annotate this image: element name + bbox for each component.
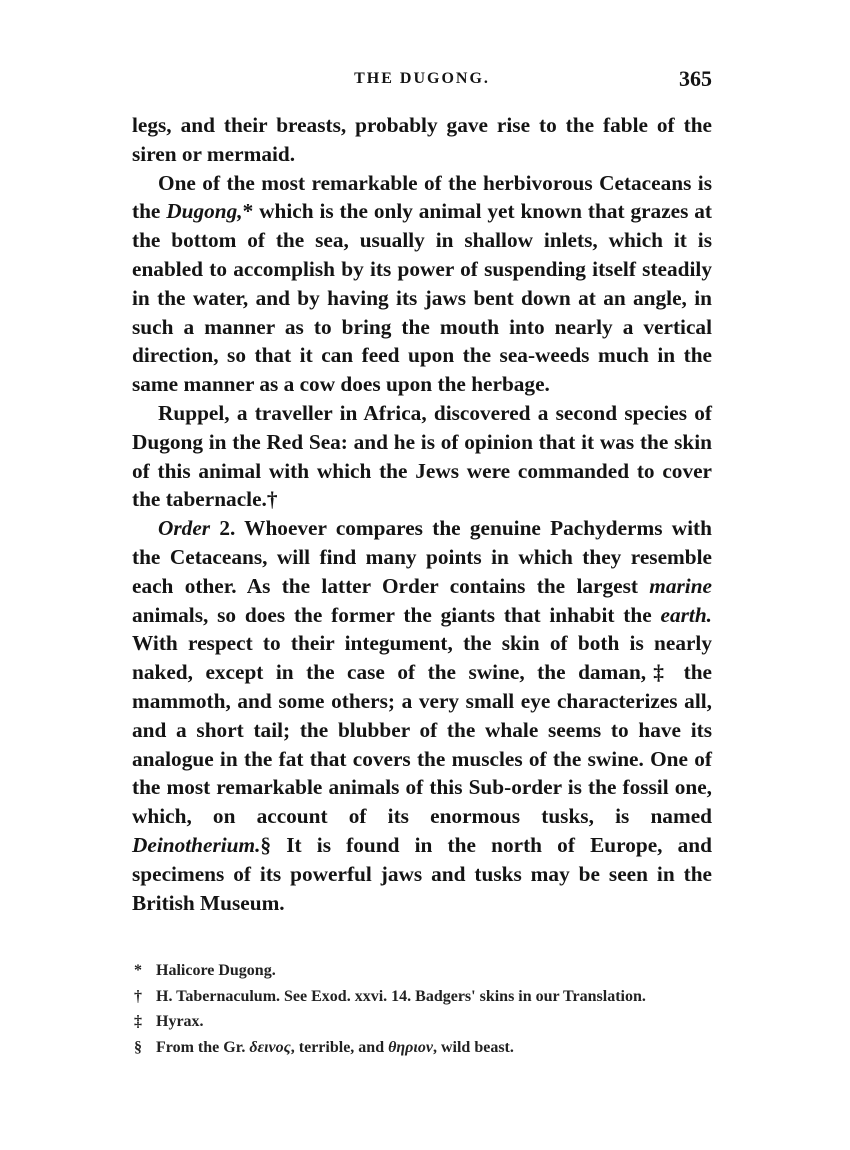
footnote-text: From the Gr. <box>156 1038 250 1056</box>
running-title: THE DUGONG. <box>354 70 490 87</box>
footnote-3 <box>134 1009 714 1035</box>
paragraph-1: legs, and their breasts, probably gave rise to the fable of the siren or mermaid. <box>132 113 712 166</box>
paragraph-4-text-d: § It is found in the north of Europe, and specimens of its powerful jaws and tusks may be seen in the British Museum. <box>132 832 712 915</box>
paragraph-2-text-a: One of the most remarkable of the herbivorous Cetaceans is the <box>132 170 712 224</box>
greek-word-therion: θηριον <box>388 1038 433 1056</box>
greek-word-deinos: δεινος <box>249 1038 291 1056</box>
footnote-2 <box>134 984 714 1010</box>
footnote-text: , wild beast. <box>432 1038 514 1056</box>
order-label: Order <box>158 516 211 541</box>
footnote-text: , terrible, and <box>290 1038 389 1056</box>
footnote-text: H. Tabernaculum. See Exod. xxvi. 14. Badgers' skins in our Translation. <box>156 987 646 1005</box>
footnote-mark: † <box>134 987 142 1005</box>
footnote-4 <box>134 1035 714 1061</box>
footnote-text: Hyrax. <box>156 1013 204 1031</box>
footnote-mark: § <box>134 1038 142 1056</box>
running-head <box>132 66 712 96</box>
earth-term: earth. <box>660 602 712 627</box>
footnote-mark: * <box>134 962 142 979</box>
paragraph-4-text-b: animals, so does the former the giants that inhabit the <box>132 602 661 627</box>
paragraph-2-text-b: * which is the only animal yet known that grazes at the bottom of the sea, usually in shallow inlets, which it is enabled to accomplish by its power of suspending itself steadily in the water, and by having its jaws bent down at an angle, in such a manner as to bring the mouth into nearly a vertical direction, so that it can feed upon the sea-weeds much in the same manner as a cow does upon the herbage. <box>132 199 713 397</box>
paragraph-2 <box>132 169 712 399</box>
body-text <box>132 111 712 917</box>
marine-term: marine <box>649 573 712 598</box>
paragraph-4-text-c: With respect to their integument, the skin of both is nearly naked, except in the case of the swine, the daman,‡ the mammoth, and some others; a very small eye characterizes all, and a short tail; the blubber of the whale seems to have its analogue in the fat that covers the muscles of the swine. One of the most remarkable animals of this Sub-order is the fossil one, which, on account of its enormous tusks, is named <box>132 631 712 829</box>
paragraph-3: Ruppel, a traveller in Africa, discovered a second species of Dugong in the Red Sea: and he is of opinion that it was the skin of this animal with which the Jews were commanded to cover the tabernacle.† <box>132 400 712 512</box>
paragraph-4-text-a: 2. Whoever compares the genuine Pachyderms with the Cetaceans, will find many points in which they resemble each other. As the latter Order contains the largest <box>132 516 712 598</box>
page-number: 365 <box>679 66 712 91</box>
footnotes <box>134 958 714 1060</box>
deinotherium-term: Deinotherium. <box>132 832 261 857</box>
footnote-mark: ‡ <box>134 1013 142 1031</box>
footnote-text: Halicore Dugong. <box>156 962 276 979</box>
dugong-term: Dugong, <box>166 199 243 224</box>
paragraph-4 <box>132 514 712 917</box>
footnote-1 <box>134 958 714 984</box>
